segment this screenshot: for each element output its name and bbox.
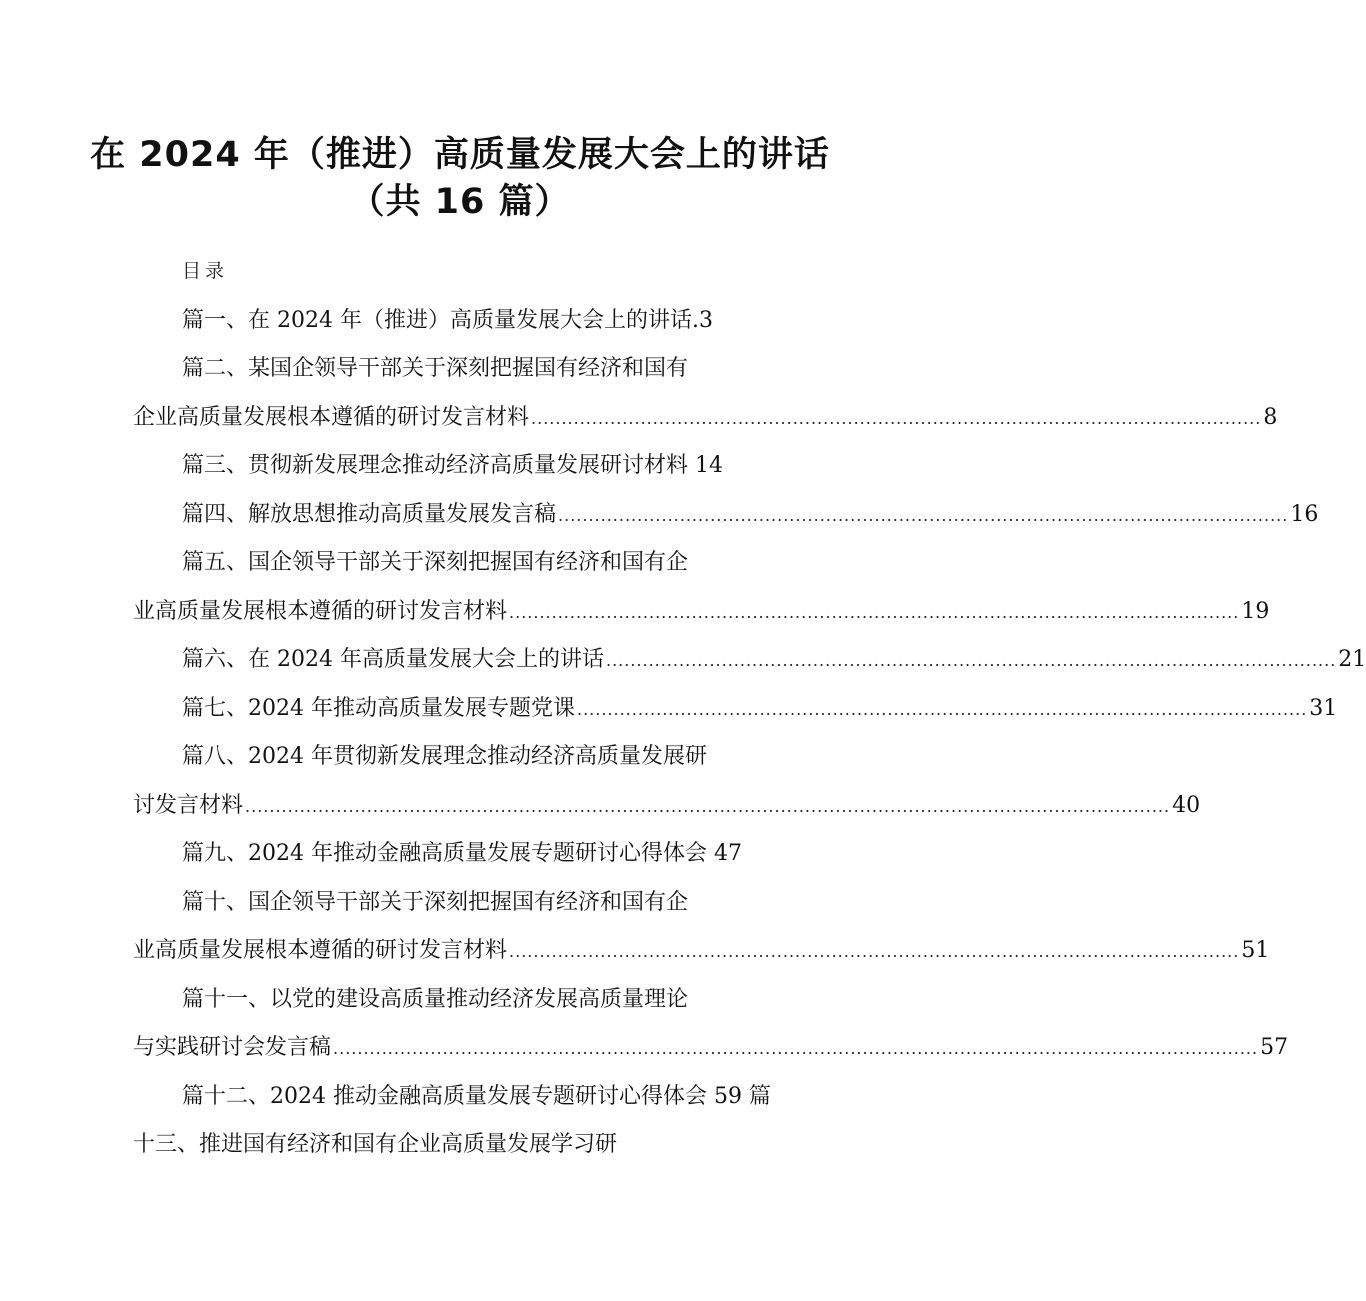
toc-entry-13-line1[interactable]: 十三、推进国有经济和国有企业高质量发展学习研 [133, 1132, 618, 1157]
toc-entry-page: .3 [691, 308, 713, 333]
toc-entry-page: 47 [713, 841, 742, 866]
toc-entry-text: 讨发言材料 [133, 793, 244, 818]
toc-entry-page: 16 [1290, 502, 1319, 527]
dot-leader: ........................................................................................................................................................ [333, 1039, 1259, 1058]
toc-entry-text: 业高质量发展根本遵循的研讨发言材料 [133, 599, 508, 624]
document-subtitle: （共 16 篇） [349, 182, 571, 222]
toc-entry-9[interactable] [182, 838, 742, 870]
toc-entry-text: 篇一、在 2024 年（推进）高质量发展大会上的讲话 [182, 308, 692, 333]
toc-entry-3[interactable] [182, 450, 723, 482]
toc-entry-text: 与实践研讨会发言稿 [133, 1035, 332, 1060]
toc-entry-8-line1[interactable]: 篇八、2024 年贯彻新发展理念推动经济高质量发展研 [182, 744, 707, 769]
toc-entry-2-line1[interactable]: 篇二、某国企领导干部关于深刻把握国有经济和国有 [182, 356, 689, 381]
dot-leader: ........................................................................................................................ [605, 651, 1337, 670]
toc-entry-text: 业高质量发展根本遵循的研讨发言材料 [133, 938, 508, 963]
dot-leader: ........................................................................................................................ [509, 603, 1240, 622]
toc-entry-text: 篇三、贯彻新发展理念推动经济高质量发展研讨材料 [182, 453, 689, 478]
toc-entry-page: 40 [1172, 793, 1201, 818]
toc-entry-2-line2[interactable] [133, 402, 1278, 434]
toc-entry-5-line1[interactable]: 篇五、国企领导干部关于深刻把握国有经济和国有企 [182, 550, 689, 575]
toc-entry-page: 14 [695, 453, 724, 478]
toc-entry-page: 19 [1241, 599, 1270, 624]
toc-entry-text: 篇六、在 2024 年高质量发展大会上的讲话 [182, 647, 604, 672]
toc-entry-7[interactable] [182, 693, 1338, 725]
toc-entry-11-line2[interactable] [133, 1032, 1289, 1064]
toc-entry-10-line1[interactable]: 篇十、国企领导干部关于深刻把握国有经济和国有企 [182, 890, 689, 915]
dot-leader: ........................................................................................................................................................ [245, 797, 1171, 816]
dot-leader: ........................................................................................................................ [558, 506, 1289, 525]
dot-leader: ........................................................................................................................ [509, 942, 1240, 961]
toc-entry-10-line2[interactable] [133, 935, 1270, 967]
toc-entry-5-line2[interactable] [133, 596, 1270, 628]
toc-entry-page: 51 [1241, 938, 1270, 963]
toc-entry-8-line2[interactable] [133, 790, 1201, 822]
toc-entry-1[interactable] [182, 305, 713, 337]
toc-entry-page: 31 [1309, 696, 1338, 721]
toc-heading: 目录 [182, 260, 229, 282]
toc-entry-text: 企业高质量发展根本遵循的研讨发言材料 [133, 405, 530, 430]
toc-entry-text: 篇七、2024 年推动高质量发展专题党课 [182, 696, 575, 721]
toc-entry-text: 篇四、解放思想推动高质量发展发言稿 [182, 502, 557, 527]
dot-leader: ........................................................................................................................ [576, 700, 1308, 719]
toc-entry-11-line1[interactable]: 篇十一、以党的建设高质量推动经济发展高质量理论 [182, 987, 689, 1012]
toc-entry-text: 篇九、2024 年推动金融高质量发展专题研讨心得体会 [182, 841, 707, 866]
toc-entry-page: 21 [1338, 647, 1366, 672]
dot-leader: ........................................................................................................................ [531, 409, 1262, 428]
toc-entry-4[interactable] [182, 499, 1319, 531]
toc-entry-6[interactable] [182, 644, 1366, 676]
toc-entry-12[interactable]: 篇十二、2024 推动金融高质量发展专题研讨心得体会 59 篇 [182, 1084, 771, 1109]
toc-entry-page: 57 [1260, 1035, 1289, 1060]
toc-entry-page: 8 [1263, 405, 1278, 430]
document-title: 在 2024 年（推进）高质量发展大会上的讲话 [90, 135, 830, 175]
